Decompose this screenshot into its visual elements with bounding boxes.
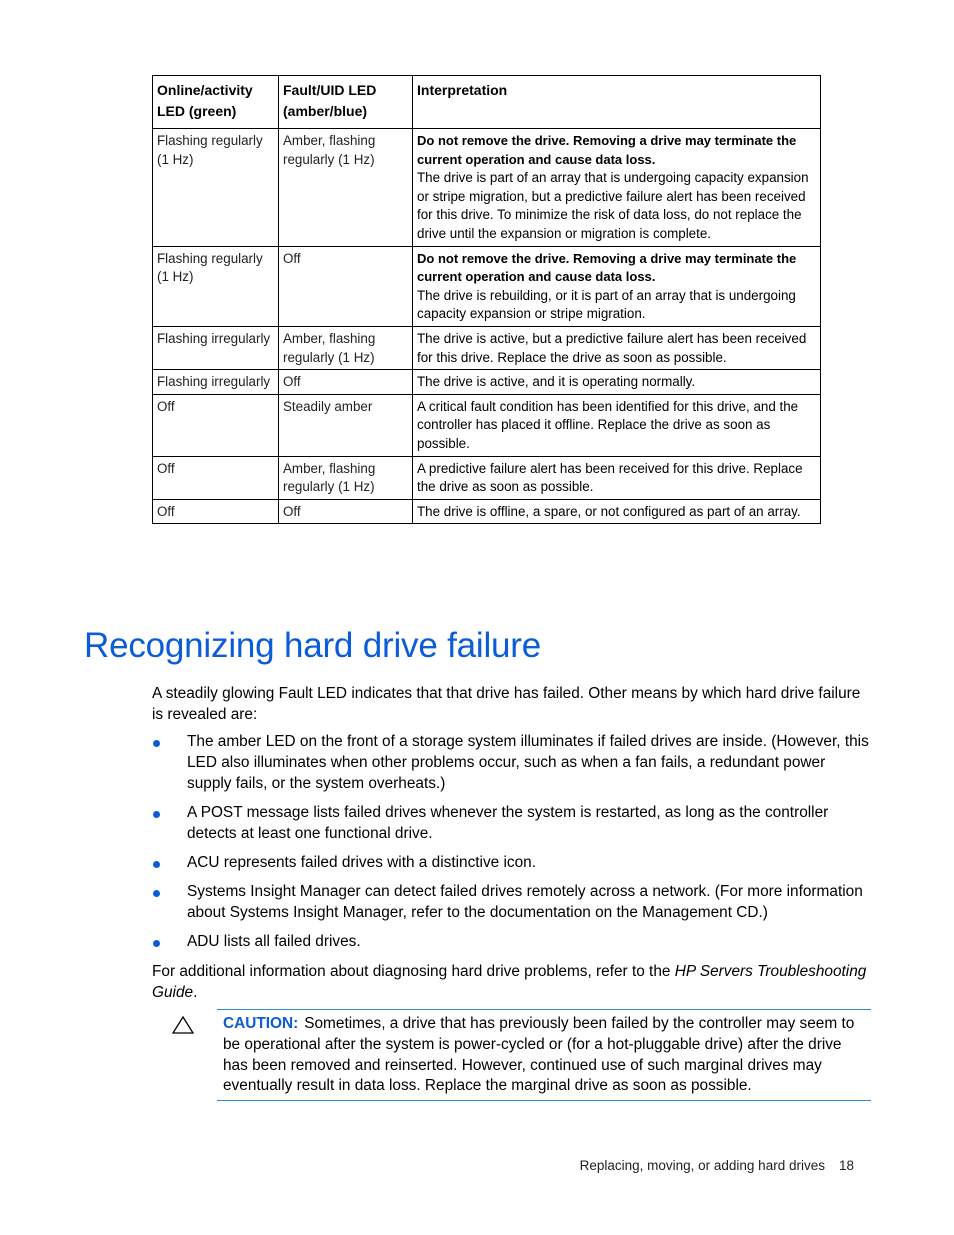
cell-online-led: Off bbox=[153, 394, 279, 456]
cell-interpretation bbox=[413, 499, 821, 524]
cell-fault-led: Off bbox=[279, 246, 413, 326]
table-row bbox=[153, 499, 821, 524]
cell-online-led: Flashing irregularly bbox=[153, 370, 279, 395]
interpretation-text: The drive is rebuilding, or it is part of an array that is undergoing capacity expansion or stripe migration. bbox=[417, 287, 796, 322]
interpretation-text: The drive is offline, a spare, or not configured as part of an array. bbox=[417, 503, 801, 519]
table-row bbox=[153, 370, 821, 395]
bullet-dot-icon bbox=[153, 811, 160, 818]
cell-interpretation bbox=[413, 129, 821, 247]
cell-fault-led: Amber, flashing regularly (1 Hz) bbox=[279, 129, 413, 247]
header-interpretation: Interpretation bbox=[413, 76, 821, 129]
cell-online-led: Flashing regularly (1 Hz) bbox=[153, 129, 279, 247]
cell-interpretation bbox=[413, 394, 821, 456]
additional-prefix: For additional information about diagnosing hard drive problems, refer to the bbox=[152, 963, 675, 980]
table-header-row bbox=[153, 76, 821, 129]
warning-triangle-icon bbox=[172, 1016, 194, 1034]
additional-suffix: . bbox=[193, 983, 198, 1001]
cell-fault-led: Off bbox=[279, 499, 413, 524]
cell-interpretation bbox=[413, 370, 821, 395]
interpretation-text: The drive is part of an array that is undergoing capacity expansion or stripe migration, but a predictive failure alert has been received for this drive. To minimize the risk of data loss, do not replace the drive until the expansion or migration is complete. bbox=[417, 170, 809, 241]
page-footer bbox=[580, 1158, 854, 1173]
cell-interpretation bbox=[413, 246, 821, 326]
header-online: Online/activity LED (green) bbox=[153, 76, 279, 129]
table-row bbox=[153, 246, 821, 326]
interpretation-text: A predictive failure alert has been received for this drive. Replace the drive as soon as possible. bbox=[417, 460, 803, 495]
header-fault: Fault/UID LED (amber/blue) bbox=[279, 76, 413, 129]
footer-chapter: Replacing, moving, or adding hard drives bbox=[579, 1158, 825, 1173]
table-row bbox=[153, 394, 821, 456]
list-item-text: ADU lists all failed drives. bbox=[187, 933, 361, 951]
cell-interpretation bbox=[413, 326, 821, 369]
list-item-text: A POST message lists failed drives whenever the system is restarted, as long as the controller detects at least one functional drive. bbox=[187, 803, 829, 842]
table-row bbox=[153, 129, 821, 247]
cell-fault-led: Amber, flashing regularly (1 Hz) bbox=[279, 456, 413, 499]
cell-fault-led: Off bbox=[279, 370, 413, 395]
list-item-text: ACU represents failed drives with a distinctive icon. bbox=[187, 853, 537, 871]
list-item bbox=[152, 803, 872, 845]
cell-interpretation bbox=[413, 456, 821, 499]
warning-text: Do not remove the drive. Removing a drive may terminate the current operation and cause data loss. bbox=[417, 250, 797, 285]
interpretation-text: The drive is active, and it is operating normally. bbox=[417, 374, 696, 390]
table-row bbox=[153, 456, 821, 499]
bullet-dot-icon bbox=[153, 940, 160, 947]
cell-online-led: Off bbox=[153, 499, 279, 524]
list-item-text: The amber LED on the front of a storage system illuminates if failed drives are inside. (However, this LED also illuminates when other problems occur, such as when a fan fails, a redundant power supply fails, or the system overheats.) bbox=[187, 733, 869, 792]
cell-online-led: Off bbox=[153, 456, 279, 499]
led-table bbox=[152, 75, 821, 524]
caution-paragraph bbox=[217, 1010, 871, 1097]
cell-fault-led: Steadily amber bbox=[279, 394, 413, 456]
bullet-dot-icon bbox=[153, 740, 160, 747]
bullet-dot-icon bbox=[153, 890, 160, 897]
intro-paragraph: A steadily glowing Fault LED indicates that that drive has failed. Other means by which hard drive failure is revealed are: bbox=[152, 685, 861, 723]
table-row bbox=[153, 326, 821, 369]
cell-fault-led: Amber, flashing regularly (1 Hz) bbox=[279, 326, 413, 369]
interpretation-text: The drive is active, but a predictive failure alert has been received for this drive. Replace the drive as soon as possible. bbox=[417, 330, 807, 365]
bullet-dot-icon bbox=[153, 861, 160, 868]
bullet-list bbox=[152, 732, 872, 962]
section-title: Recognizing hard drive failure bbox=[84, 626, 542, 665]
list-item bbox=[152, 932, 872, 953]
list-item-text: Systems Insight Manager can detect failed drives remotely across a network. (For more information about Systems Insight Manager, refer to the documentation on the Management CD.) bbox=[187, 883, 863, 922]
page-number: 18 bbox=[838, 1158, 854, 1173]
guide-title: HP Servers Troubleshooting Guide bbox=[152, 963, 867, 1001]
interpretation-text: A critical fault condition has been identified for this drive, and the controller has placed it offline. Replace the drive as soon as possible. bbox=[417, 398, 799, 451]
caution-label: CAUTION: bbox=[223, 1015, 299, 1032]
cell-online-led: Flashing regularly (1 Hz) bbox=[153, 246, 279, 326]
warning-text: Do not remove the drive. Removing a drive may terminate the current operation and cause data loss. bbox=[417, 133, 797, 167]
table-body bbox=[153, 129, 821, 524]
caution-box bbox=[217, 1009, 871, 1101]
list-item bbox=[152, 732, 872, 794]
caution-text: Sometimes, a drive that has previously been failed by the controller may seem to be operational after the system is power-cycled or (for a hot-pluggable drive) after the drive has been removed and reinserted. However, continued use of such marginal drives may eventually result in data loss. Replace the marginal drive as soon as possible. bbox=[223, 1015, 855, 1095]
list-item bbox=[152, 882, 872, 924]
list-item bbox=[152, 853, 872, 874]
cell-online-led: Flashing irregularly bbox=[153, 326, 279, 369]
additional-info-paragraph bbox=[152, 962, 872, 1004]
